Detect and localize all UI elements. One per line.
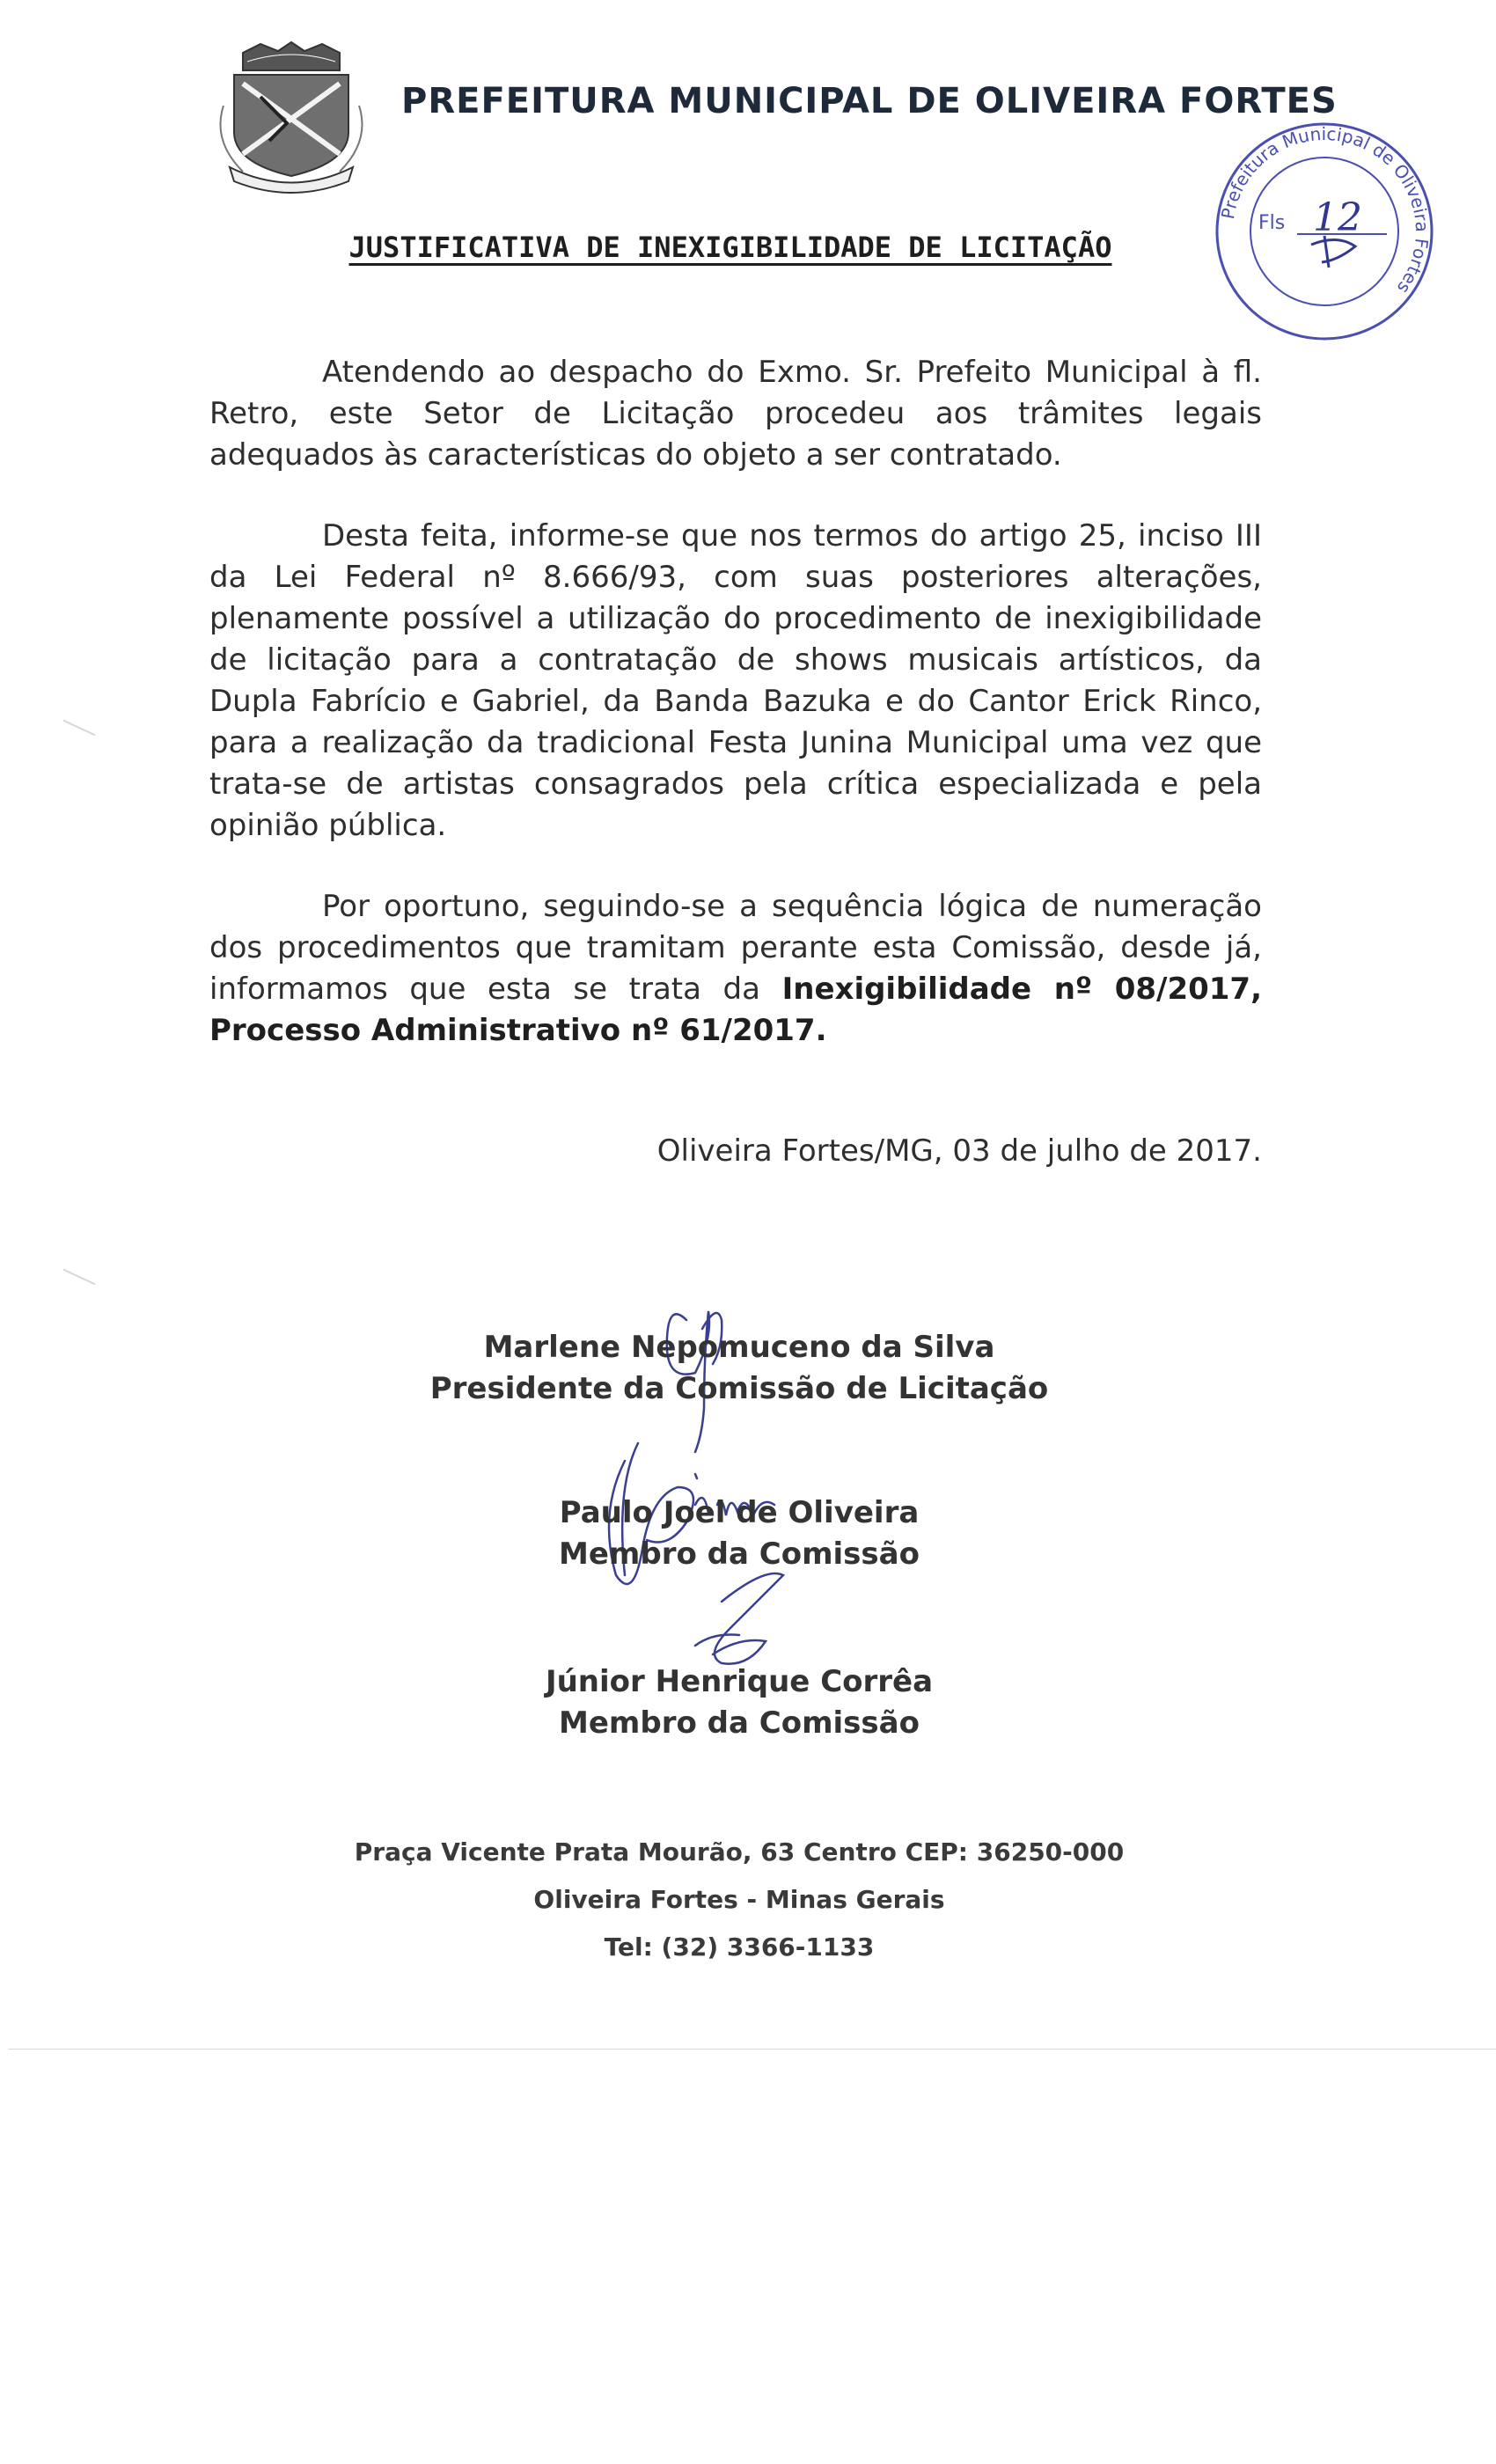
municipal-crest-logo [208, 35, 375, 194]
scan-mark [62, 1269, 95, 1286]
paragraph-1: Atendendo ao despacho do Exmo. Sr. Prefeito Municipal à fl. Retro, este Setor de Licitação procedeu aos trâmites legais adequados às características do objeto a ser contratado. [209, 355, 1262, 473]
signatory-name: Marlene Nepomuceno da Silva [483, 1330, 995, 1365]
paragraph-3-intro: Por oportuno, seguindo-se a sequência lógica de numeração dos procedimentos que tramitam perante esta Comissão, desde já, informamos que esta se trata da [209, 889, 1262, 1007]
signatory-name: Paulo Joel de Oliveira [559, 1495, 920, 1530]
document-title: JUSTIFICATIVA DE INEXIGIBILIDADE DE LICITAÇÃO [348, 231, 1112, 264]
signature-block-member-1 [0, 1492, 1478, 1575]
paragraph-3 [209, 886, 1262, 1052]
footer-street: Praça Vicente Prata Mourão, 63 Centro CEP: 36250-000 [354, 1837, 1125, 1866]
document-body [209, 352, 1262, 1091]
footer-city: Oliveira Fortes - Minas Gerais [533, 1885, 945, 1914]
signatory-role: Membro da Comissão [559, 1705, 920, 1741]
signatory-name: Júnior Henrique Corrêa [545, 1664, 934, 1699]
footer-address [0, 1829, 1478, 1971]
footer-phone: Tel: (32) 3366-1133 [604, 1932, 875, 1962]
page-divider [9, 2049, 1496, 2050]
signature-block-member-2 [0, 1661, 1478, 1744]
signature-block-president [0, 1327, 1478, 1410]
stamp-ring-text: Prefeitura Municipal de Oliveira Fortes [1216, 122, 1434, 298]
stamp-label: Fls [1258, 212, 1286, 234]
organization-title: PREFEITURA MUNICIPAL DE OLIVEIRA FORTES [401, 81, 1338, 121]
process-reference: Inexigibilidade nº 08/2017, Processo Administrativo nº 61/2017. [209, 972, 1262, 1048]
scan-mark [62, 720, 95, 737]
signatory-role: Membro da Comissão [559, 1536, 920, 1572]
paragraph-2: Desta feita, informe-se que nos termos do artigo 25, inciso III da Lei Federal nº 8.666/93, com suas posteriores alterações, plenamente possível a utilização do procedimento de inexigibilidade de licitação para a contratação de shows musicais artísticos, da Dupla Fabrício e Gabriel, da Banda Bazuka e do Cantor Erick Rinco, para a realização da tradicional Festa Junina Municipal uma vez que trata-se de artistas consagrados pela crítica especializada e pela opinião pública. [209, 518, 1262, 843]
signatory-role: Presidente da Comissão de Licitação [429, 1371, 1049, 1406]
stamp-page-number: 12 [1313, 195, 1362, 240]
date-line: Oliveira Fortes/MG, 03 de julho de 2017. [656, 1133, 1262, 1169]
